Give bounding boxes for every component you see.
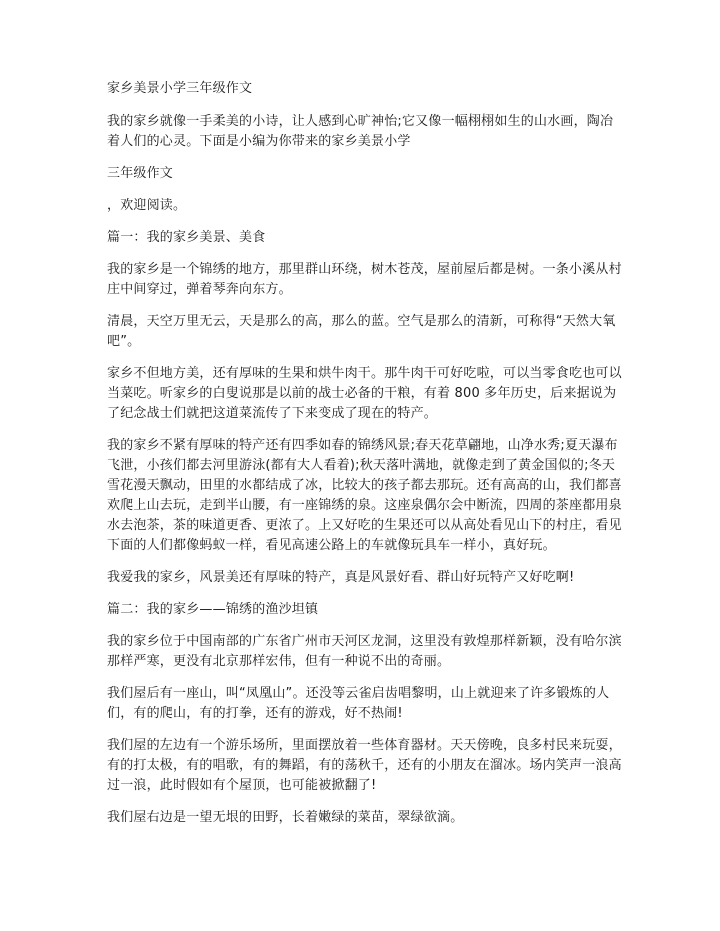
- grade-line: 三年级作文: [107, 166, 174, 181]
- section-2-paragraph: 我们屋右边是一望无垠的田野，长着嫩绿的菜苗，翠绿欲滴。: [107, 810, 464, 825]
- section-2-paragraph: 我们屋后有一座山，叫“凤凰山”。还没等云雀启齿唱黎明，山上就迎来了许多锻炼的人们，有的爬山，有的打拳，还有的游戏，好不热闹!: [107, 686, 610, 721]
- section-1-heading: 篇一：我的家乡美景、美食: [107, 230, 266, 245]
- section-1-paragraph: 家乡不但地方美，还有厚味的生果和烘牛肉干。那牛肉干可好吃啦，可以当零食吃也可以当菜吃。听家乡的白叟说那是以前的战士必备的干粮，有着 800 多年历史，后来据说为了纪念战士们就把这道菜流传了下来变成了现在的特产。: [107, 366, 622, 421]
- section-2-heading: 篇二：我的家乡——锦绣的渔沙坦镇: [107, 602, 319, 617]
- section-2-paragraph: 我们屋的左边有一个游乐场所，里面摆放着一些体育器材。天天傍晚，良多村民来玩耍，有的打太极，有的唱歌，有的舞蹈，有的荡秋千，还有的小朋友在溜冰。场内笑声一浪高过一浪，此时假如有个屋顶，也可能被掀翻了!: [107, 738, 622, 793]
- welcome-line: ，欢迎阅读。: [107, 198, 187, 213]
- intro-paragraph: 我的家乡就像一手柔美的小诗，让人感到心旷神怡;它又像一幅栩栩如生的山水画，陶冶着人们的心灵。下面是小编为你带来的家乡美景小学: [107, 114, 614, 149]
- document-title: 家乡美景小学三年级作文: [107, 81, 253, 96]
- section-1-paragraph: 清晨，天空万里无云，天是那么的高，那么的蓝。空气是那么的清新，可称得“天然大氧吧”。: [107, 314, 616, 349]
- section-1-paragraph: 我爱我的家乡，风景美还有厚味的特产，真是风景好看、群山好玩特产又好吃啊!: [107, 570, 575, 585]
- section-2-paragraph: 我的家乡位于中国南部的广东省广州市天河区龙洞，这里没有敦煌那样新颖，没有哈尔滨那样严寒，更没有北京那样宏伟，但有一种说不出的奇丽。: [107, 634, 622, 669]
- section-1-paragraph: 我的家乡是一个锦绣的地方，那里群山环绕，树木苍茂，屋前屋后都是树。一条小溪从村庄中间穿过，弹着琴奔向东方。: [107, 262, 622, 297]
- section-1-paragraph: 我的家乡不紧有厚味的特产还有四季如春的锦绣风景;春天花草翩地，山净水秀;夏天瀑布飞泄，小孩们都去河里游泳(都有大人看着);秋天落叶满地，就像走到了黄金国似的;冬天雪花漫天飘动，田里的水都结成了冰，比较大的孩子都去那玩。还有高高的山，我们都喜欢爬上山去玩，走到半山腰，有一座锦绣的泉。这座泉偶尔会中断流，四周的茶座都用泉水去泡茶，茶的味道更香、更浓了。上又好吃的生果还可以从高处看见山下的村庄，看见下面的人们都像蚂蚁一样，看见高速公路上的车就像玩具车一样小，真好玩。: [107, 438, 622, 553]
- document-body: [107, 79, 625, 840]
